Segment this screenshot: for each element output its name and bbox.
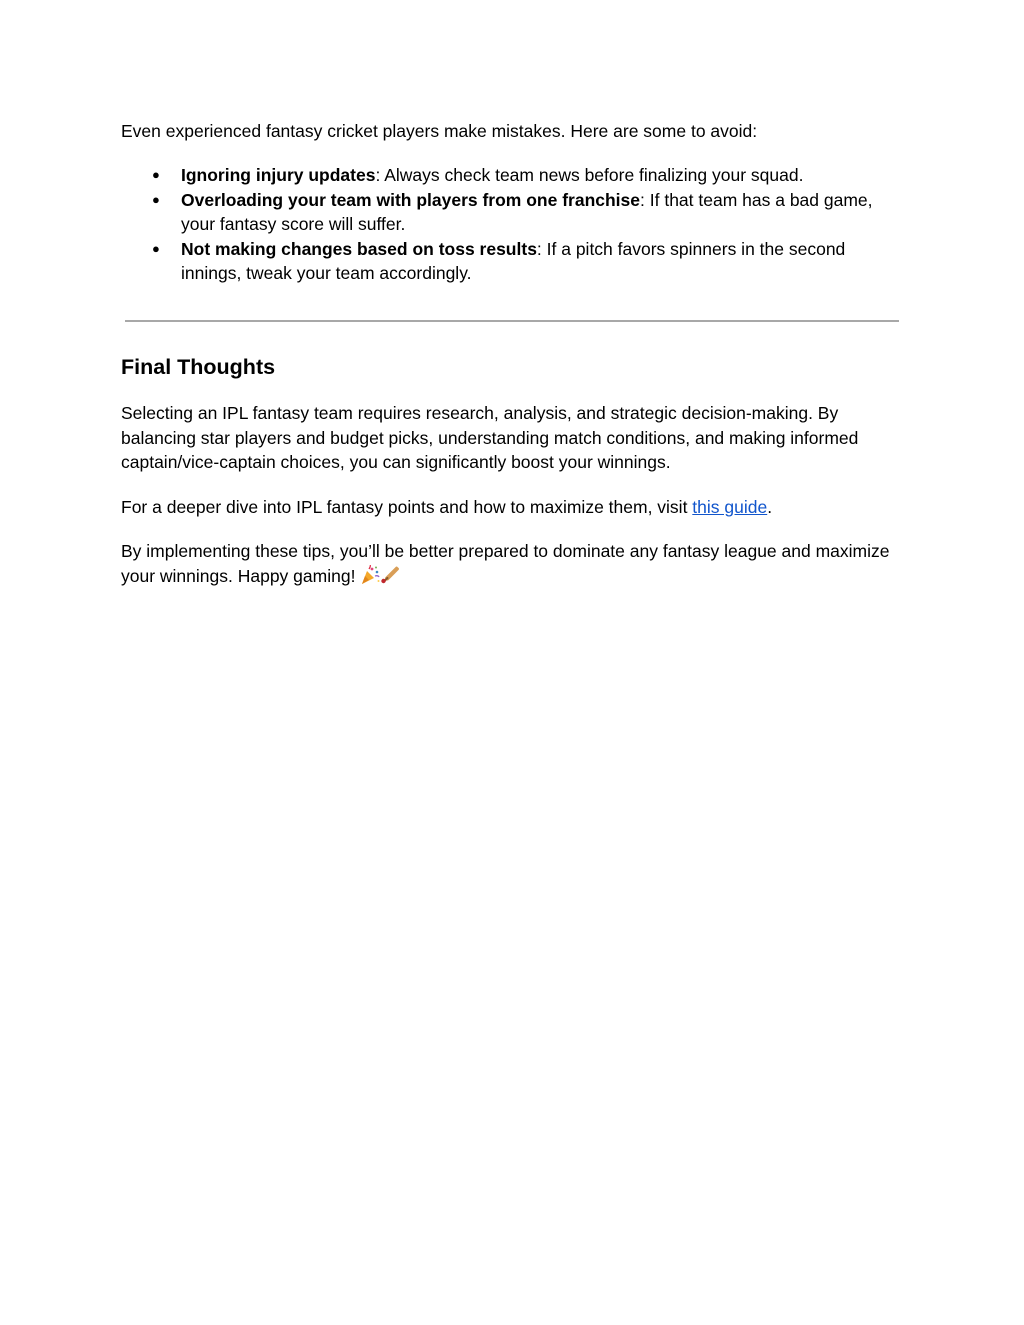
- list-item: [121, 237, 906, 286]
- bullet-icon: ●: [152, 240, 160, 256]
- party-popper-icon: [360, 565, 380, 585]
- list-item-term: Not making changes based on toss results: [181, 238, 537, 259]
- closing-paragraph: [121, 539, 906, 588]
- list-item: [121, 163, 906, 188]
- intro-paragraph: Even experienced fantasy cricket players make mistakes. Here are some to avoid:: [121, 121, 758, 141]
- guide-text: For a deeper dive into IPL fantasy points and how to maximize them, visit: [121, 497, 693, 517]
- list-item-term: Overloading your team with players from one franchise: [181, 189, 641, 210]
- closing-text: By implementing these tips, you’ll be better prepared to dominate any fantasy league and maximize your winnings. Happy gaming!: [121, 541, 890, 586]
- list-item-desc: : If a pitch favors spinners in the second innings, tweak your team accordingly.: [181, 238, 846, 283]
- guide-text-end: .: [767, 497, 773, 517]
- list-item-desc: : If that team has a bad game, your fantasy score will suffer.: [181, 189, 873, 234]
- bullet-icon: ●: [152, 191, 160, 207]
- list-item-desc: : Always check team news before finalizing your squad.: [375, 165, 804, 185]
- cricket-bat-icon: [380, 565, 400, 585]
- mistakes-list: [121, 163, 906, 286]
- final-thoughts-paragraph: Selecting an IPL fantasy team requires research, analysis, and strategic decision-making. By balancing star players and budget picks, understanding match conditions, and making informed captain/vice-captain choices, you can significantly boost your winnings.: [121, 403, 859, 472]
- list-item-term: Ignoring injury updates: [181, 165, 376, 185]
- bullet-icon: ●: [152, 167, 160, 182]
- horizontal-divider: [125, 320, 899, 322]
- guide-paragraph: [121, 495, 906, 520]
- guide-link[interactable]: this guide: [692, 497, 768, 517]
- section-heading: Final Thoughts: [121, 355, 276, 379]
- list-item: [121, 188, 906, 237]
